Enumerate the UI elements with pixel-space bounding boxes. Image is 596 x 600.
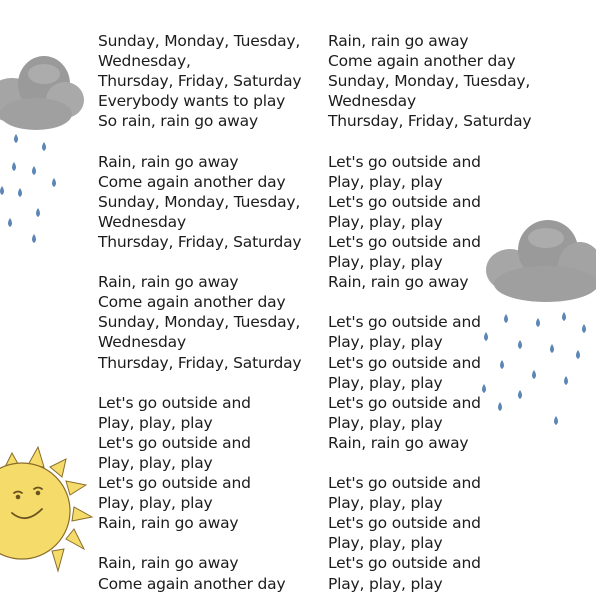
stanza-gap — [328, 453, 531, 473]
lyric-line: Rain, rain go away — [328, 32, 469, 50]
lyric-line: Play, play, play — [328, 333, 443, 352]
lyric-line: Come again another day — [98, 293, 286, 312]
lyric-line: Come again another day — [98, 574, 286, 593]
sun-icon — [0, 445, 95, 595]
lyric-line: Play, play, play — [328, 172, 443, 191]
lyric-line: Let's go outside and — [328, 152, 481, 171]
lyrics-column-right — [328, 31, 531, 594]
lyric-line: Play, play, play — [328, 534, 443, 553]
lyric-line: Let's go outside and — [328, 313, 481, 332]
lyric-line: Sunday, Monday, Tuesday, — [98, 32, 301, 50]
lyric-line: Rain, rain go away — [98, 152, 239, 171]
lyric-line: Thursday, Friday, Saturday — [98, 72, 302, 91]
lyric-line: Sunday, Monday, Tuesday, — [98, 313, 301, 332]
lyric-line: Everybody wants to play — [98, 92, 286, 111]
lyric-line: Let's go outside and — [328, 554, 481, 573]
lyric-line: Thursday, Friday, Saturday — [98, 353, 302, 372]
lyric-line: Let's go outside and — [328, 192, 481, 211]
lyric-line: Play, play, play — [98, 453, 213, 472]
lyric-line: Sunday, Monday, Tuesday, — [328, 72, 531, 91]
stanza-gap — [98, 373, 301, 393]
lyric-line: Let's go outside and — [98, 433, 251, 452]
lyric-line: Play, play, play — [98, 413, 213, 432]
stanza-gap — [98, 131, 301, 151]
lyric-line: Let's go outside and — [328, 514, 481, 533]
stanza-gap — [328, 292, 531, 312]
lyric-line: Wednesday — [328, 92, 416, 111]
lyric-line: Wednesday, — [98, 52, 191, 71]
lyric-line: Let's go outside and — [328, 393, 481, 412]
lyric-line: Play, play, play — [328, 494, 443, 513]
lyric-line: Rain, rain go away — [98, 273, 239, 292]
lyric-line: Let's go outside and — [98, 474, 251, 493]
rain-drops — [0, 134, 56, 243]
lyric-line: Wednesday — [98, 212, 186, 231]
lyric-line: Wednesday — [98, 333, 186, 352]
lyric-line: Rain, rain go away — [98, 554, 239, 573]
lyric-line: Thursday, Friday, Saturday — [98, 232, 302, 251]
lyrics-column-left — [98, 31, 301, 594]
stanza-gap — [328, 131, 531, 151]
lyric-line: Let's go outside and — [328, 353, 481, 372]
lyric-line: Rain, rain go away — [328, 273, 469, 292]
lyric-line: Sunday, Monday, Tuesday, — [98, 192, 301, 211]
stanza-gap — [98, 533, 301, 553]
lyric-line: Let's go outside and — [98, 393, 251, 412]
lyric-line: Rain, rain go away — [98, 514, 239, 533]
rain-cloud-icon-left — [0, 38, 90, 253]
cloud-shape — [0, 56, 84, 130]
lyric-line: Come again another day — [98, 172, 286, 191]
lyric-line: Play, play, play — [328, 212, 443, 231]
lyric-line: Thursday, Friday, Saturday — [328, 112, 532, 131]
lyric-line: Rain, rain go away — [328, 433, 469, 452]
lyric-line: Play, play, play — [328, 373, 443, 392]
lyric-line: So rain, rain go away — [98, 112, 258, 131]
lyric-line: Play, play, play — [328, 574, 443, 593]
lyric-line: Play, play, play — [98, 494, 213, 513]
lyric-line: Let's go outside and — [328, 474, 481, 493]
sun-face — [0, 463, 70, 559]
lyric-line: Play, play, play — [328, 413, 443, 432]
lyric-line: Come again another day — [328, 52, 516, 71]
stanza-gap — [98, 252, 301, 272]
lyric-line: Let's go outside and — [328, 232, 481, 251]
lyric-line: Play, play, play — [328, 253, 443, 272]
